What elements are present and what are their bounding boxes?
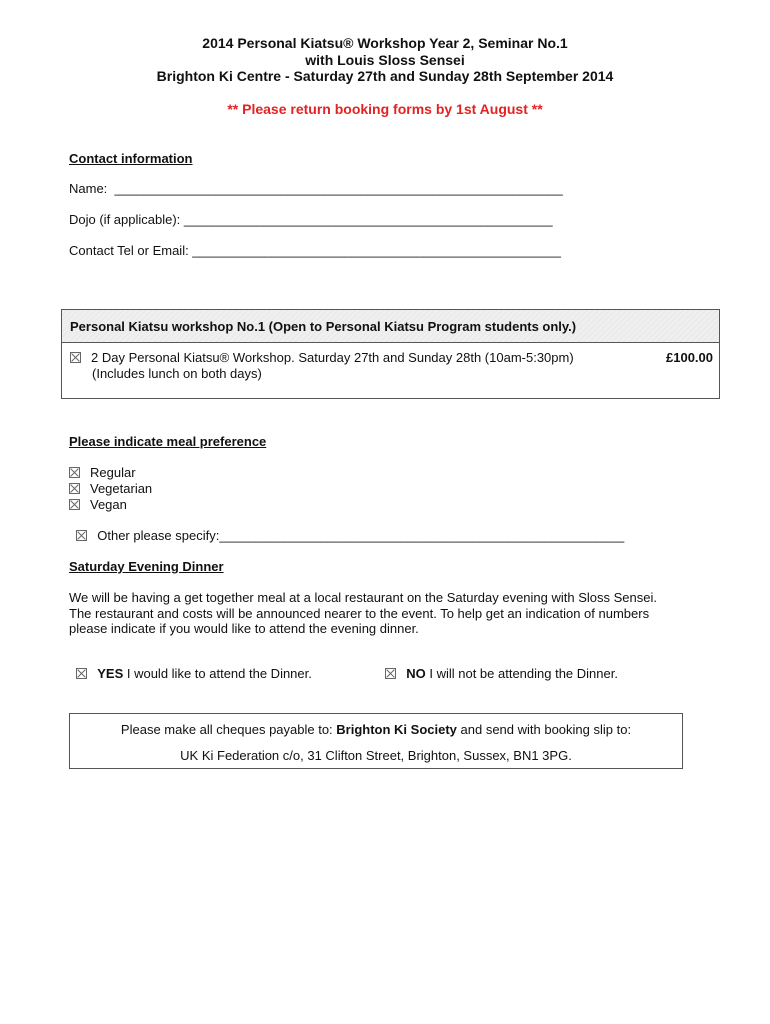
- meal-option-label: Vegetarian: [90, 481, 153, 496]
- payment-prefix: Please make all cheques payable to:: [120, 722, 337, 737]
- workshop-table: [61, 309, 720, 399]
- workshop-item: [70, 350, 574, 365]
- name-field[interactable]: Name: ______________________________________________________________: [69, 181, 563, 196]
- meal-checkbox[interactable]: [76, 530, 87, 541]
- payment-box: [69, 713, 683, 769]
- meal-option-label: Vegan: [90, 497, 127, 512]
- workshop-item-text: 2 Day Personal Kiatsu® Workshop. Saturday 27th and Sunday 28th (10am-5:30pm): [91, 350, 574, 365]
- meal-heading: Please indicate meal preference: [69, 434, 267, 449]
- workshop-price: £100.00: [666, 350, 713, 365]
- dinner-yes-text: I would like to attend the Dinner.: [123, 666, 312, 681]
- dojo-field[interactable]: Dojo (if applicable): ___________________________________________________: [69, 212, 553, 227]
- meal-option-regular[interactable]: [69, 465, 136, 480]
- dinner-no-label: NO: [406, 666, 426, 681]
- payment-suffix: and send with booking slip to:: [456, 722, 632, 737]
- meal-option-other[interactable]: [69, 513, 624, 543]
- meal-checkbox[interactable]: [69, 467, 80, 478]
- meal-checkbox[interactable]: [69, 499, 80, 510]
- dinner-yes-option[interactable]: [69, 651, 312, 681]
- contact-heading: Contact information: [69, 151, 193, 166]
- dinner-yes-label: YES: [97, 666, 124, 681]
- meal-option-label: Regular: [90, 465, 136, 480]
- dinner-heading: Saturday Evening Dinner: [69, 559, 224, 574]
- dinner-paragraph-line-2: The restaurant and costs will be announced nearer to the event. To help get an indication of numbers: [69, 606, 650, 621]
- meal-option-vegan[interactable]: [69, 497, 127, 512]
- dinner-yes-checkbox[interactable]: [76, 668, 87, 679]
- workshop-item-note: (Includes lunch on both days): [92, 366, 262, 381]
- return-notice: ** Please return booking forms by 1st August **: [227, 101, 543, 117]
- payment-instruction: [70, 722, 682, 737]
- dinner-paragraph-line-1: We will be having a get together meal at a local restaurant on the Saturday evening with Sloss Sensei.: [69, 590, 657, 605]
- meal-option-label: Other please specify:________________________________________________________: [97, 528, 625, 543]
- payment-payee: Brighton Ki Society: [336, 722, 457, 737]
- payment-address: UK Ki Federation c/o, 31 Clifton Street, Brighton, Sussex, BN1 3PG.: [180, 748, 572, 763]
- meal-option-vegetarian[interactable]: [69, 481, 152, 496]
- workshop-header-text: Personal Kiatsu workshop No.1 (Open to Personal Kiatsu Program students only.): [70, 319, 577, 334]
- dinner-no-text: I will not be attending the Dinner.: [425, 666, 618, 681]
- dinner-no-option[interactable]: [378, 651, 618, 681]
- workshop-checkbox[interactable]: [70, 352, 81, 363]
- dinner-no-checkbox[interactable]: [385, 668, 396, 679]
- workshop-table-header: [62, 310, 719, 343]
- title-line-2: with Louis Sloss Sensei: [305, 52, 465, 68]
- meal-checkbox[interactable]: [69, 483, 80, 494]
- dinner-paragraph-line-3: please indicate if you would like to attend the evening dinner.: [69, 621, 419, 636]
- title-line-3: Brighton Ki Centre - Saturday 27th and Sunday 28th September 2014: [156, 68, 614, 84]
- title-line-1: 2014 Personal Kiatsu® Workshop Year 2, Seminar No.1: [202, 35, 568, 51]
- contact-tel-email-field[interactable]: Contact Tel or Email: ___________________________________________________: [69, 243, 562, 258]
